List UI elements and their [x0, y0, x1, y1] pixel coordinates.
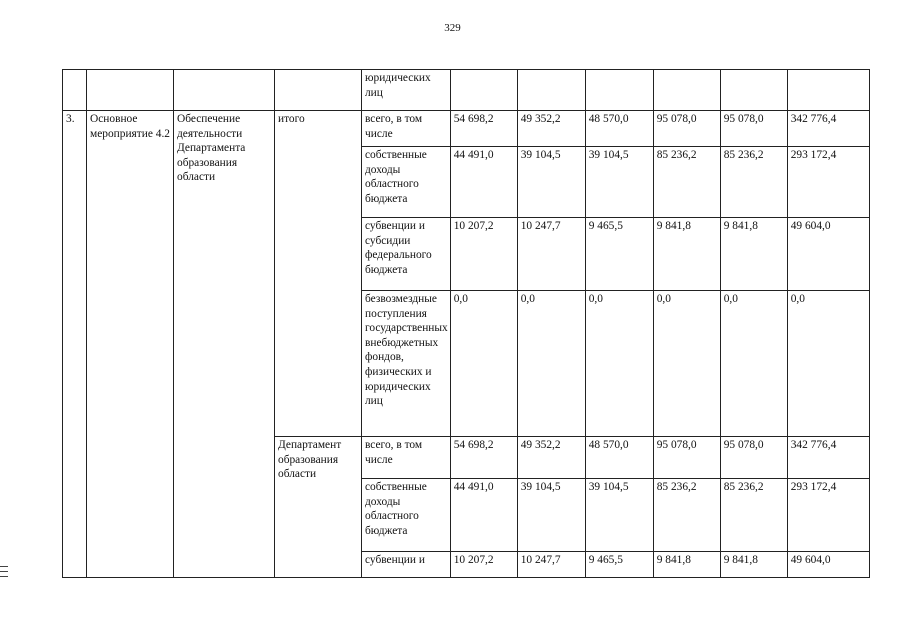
value-cell: 0,0 — [720, 291, 787, 437]
table-cell — [275, 70, 362, 111]
funding-source: субвенции и — [362, 552, 451, 578]
value-cell: 9 841,8 — [720, 218, 787, 291]
value-cell — [585, 70, 653, 111]
value-cell: 85 236,2 — [653, 147, 720, 218]
value-cell: 10 207,2 — [450, 218, 517, 291]
value-cell: 293 172,4 — [787, 147, 869, 218]
value-cell: 95 078,0 — [653, 111, 720, 147]
measure-name: Основное мероприятие 4.2 — [87, 111, 174, 578]
table-row — [63, 111, 870, 147]
value-cell: 49 352,2 — [517, 111, 585, 147]
value-cell: 9 841,8 — [653, 552, 720, 578]
binding-mark — [0, 571, 8, 572]
value-cell: 49 604,0 — [787, 218, 869, 291]
budget-table — [62, 69, 870, 578]
table-cell — [63, 70, 87, 111]
funding-source: юридических лиц — [362, 70, 451, 111]
value-cell: 44 491,0 — [450, 147, 517, 218]
measure-number: 3. — [63, 111, 87, 578]
value-cell: 85 236,2 — [720, 147, 787, 218]
value-cell: 9 465,5 — [585, 552, 653, 578]
funding-source: субвенции и субсидии федерального бюджета — [362, 218, 451, 291]
funding-source: всего, в том числе — [362, 437, 451, 479]
binding-mark — [0, 566, 8, 567]
value-cell: 342 776,4 — [787, 111, 869, 147]
value-cell: 95 078,0 — [720, 111, 787, 147]
value-cell: 10 247,7 — [517, 552, 585, 578]
value-cell: 0,0 — [517, 291, 585, 437]
table-row — [63, 70, 870, 111]
page-number: 329 — [444, 22, 461, 34]
value-cell: 293 172,4 — [787, 479, 869, 552]
funding-source: безвозмездные поступления государственных внебюджетных фондов, физических и юридических лиц — [362, 291, 451, 437]
measure-description: Обеспечение деятельности Департамента образования области — [174, 111, 275, 578]
value-cell: 10 207,2 — [450, 552, 517, 578]
value-cell: 54 698,2 — [450, 111, 517, 147]
table-cell — [174, 70, 275, 111]
value-cell: 0,0 — [450, 291, 517, 437]
value-cell: 0,0 — [585, 291, 653, 437]
value-cell: 9 841,8 — [720, 552, 787, 578]
value-cell: 10 247,7 — [517, 218, 585, 291]
value-cell: 95 078,0 — [720, 437, 787, 479]
value-cell: 39 104,5 — [517, 479, 585, 552]
binding-marks — [0, 566, 8, 581]
value-cell: 44 491,0 — [450, 479, 517, 552]
funding-source: всего, в том числе — [362, 111, 451, 147]
funding-source: собственные доходы областного бюджета — [362, 147, 451, 218]
executor: итого — [275, 111, 362, 437]
value-cell: 49 352,2 — [517, 437, 585, 479]
executor: Департамент образования области — [275, 437, 362, 578]
value-cell — [450, 70, 517, 111]
value-cell: 85 236,2 — [720, 479, 787, 552]
value-cell: 48 570,0 — [585, 111, 653, 147]
value-cell: 39 104,5 — [517, 147, 585, 218]
value-cell — [517, 70, 585, 111]
value-cell: 0,0 — [787, 291, 869, 437]
value-cell: 95 078,0 — [653, 437, 720, 479]
value-cell: 342 776,4 — [787, 437, 869, 479]
value-cell — [653, 70, 720, 111]
table-cell — [87, 70, 174, 111]
value-cell: 0,0 — [653, 291, 720, 437]
value-cell: 49 604,0 — [787, 552, 869, 578]
value-cell: 39 104,5 — [585, 479, 653, 552]
funding-source: собственные доходы областного бюджета — [362, 479, 451, 552]
value-cell: 85 236,2 — [653, 479, 720, 552]
value-cell: 9 841,8 — [653, 218, 720, 291]
value-cell: 9 465,5 — [585, 218, 653, 291]
value-cell — [720, 70, 787, 111]
value-cell: 48 570,0 — [585, 437, 653, 479]
value-cell: 39 104,5 — [585, 147, 653, 218]
value-cell: 54 698,2 — [450, 437, 517, 479]
value-cell — [787, 70, 869, 111]
binding-mark — [0, 576, 8, 577]
